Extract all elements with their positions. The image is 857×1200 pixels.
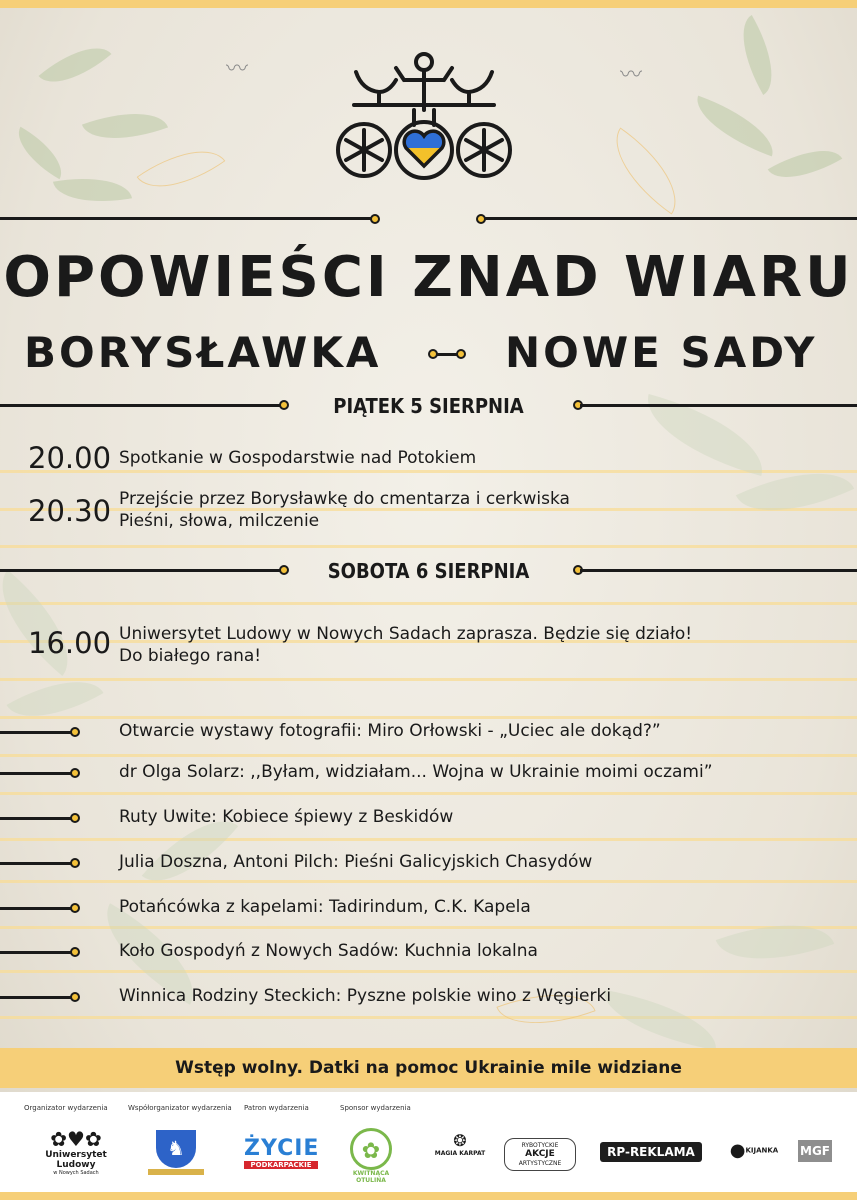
list-item: dr Olga Solarz: ,,Byłam, widziałam... Wojna w Ukrainie moimi oczami” [119, 762, 713, 782]
rp-reklama-logo: RP-REKLAMA [600, 1142, 702, 1162]
list-item: Winnica Rodziny Steckich: Pyszne polskie wino z Węgierki [119, 986, 612, 1006]
list-bullet-dot [70, 992, 80, 1002]
list-bullet-dot [70, 768, 80, 778]
sponsors-strip [0, 1092, 857, 1200]
divider-dot [476, 214, 486, 224]
folk-heart-logo-icon [334, 50, 514, 180]
list-item: Potańcówka z kapelami: Tadirindum, C.K. Kapela [119, 897, 531, 917]
list-bullet-dot [70, 727, 80, 737]
role-label: Sponsor wydarzenia [340, 1104, 411, 1112]
list-bullet-line [0, 731, 76, 734]
horse-icon: ♞ [156, 1130, 196, 1168]
sponsor-name: RYBOTYCKIE [521, 1142, 559, 1149]
title-place-right: NOWE SADY [505, 328, 818, 377]
event-line: Pieśni, słowa, milczenie [119, 511, 320, 531]
list-item: Otwarcie wystawy fotografii: Miro Orłowski - „Uciec ale dokąd?” [119, 721, 661, 741]
leaf-decoration [7, 660, 104, 738]
list-bullet-line [0, 996, 76, 999]
divider-line [580, 404, 857, 407]
list-bullet-dot [70, 813, 80, 823]
bg-stripe [0, 838, 857, 841]
sponsor-name: ŻYCIE [244, 1136, 320, 1161]
event-line: Spotkanie w Gospodarstwie nad Potokiem [119, 448, 477, 468]
day1-label: PIĄTEK 5 SIERPNIA [333, 394, 524, 418]
list-bullet-line [0, 951, 76, 954]
list-bullet-line [0, 772, 76, 775]
leaf-decoration [597, 990, 722, 1050]
leaf-decoration [8, 127, 73, 180]
free-entry-banner: Wstęp wolny. Datki na pomoc Ukrainie mile widziane [0, 1048, 857, 1088]
event-time: 20.30 [28, 494, 112, 528]
leaf-decoration [53, 169, 132, 212]
divider-line [0, 217, 372, 220]
magia-karpat-logo [434, 1132, 486, 1157]
list-item: Julia Doszna, Antoni Pilch: Pieśni Galicyjskich Chasydów [119, 852, 593, 872]
event-description [119, 623, 692, 667]
sponsor-subname: PODKARPACKIE [244, 1161, 318, 1169]
sponsor-name: KWITNĄCA OTULINA [352, 1170, 390, 1184]
sponsor-name: KIJANKA [745, 1146, 779, 1155]
role-label: Organizator wydarzenia [24, 1104, 108, 1112]
connector-dot [456, 349, 466, 359]
leaf-decoration [768, 134, 843, 193]
coat-of-arms-logo [148, 1130, 204, 1174]
bird-icon: 〰 [226, 57, 249, 82]
sponsor-subname: w Nowych Sadach [53, 1170, 99, 1176]
event-line: Przejście przez Borysławkę do cmentarza i cerkwiska [119, 489, 570, 509]
sponsor-name: ARTYSTYCZNE [518, 1160, 562, 1167]
leaf-outline-decoration [596, 127, 695, 214]
event-line: Do białego rana! [119, 646, 262, 666]
divider-line [580, 569, 857, 572]
role-label: Patron wydarzenia [244, 1104, 309, 1112]
leaf-decoration [726, 15, 789, 95]
list-bullet-line [0, 862, 76, 865]
event-description [119, 488, 570, 532]
main-title: OPOWIEŚCI ZNAD WIARU [3, 245, 854, 310]
bg-stripe [0, 1016, 857, 1019]
bg-stripe [0, 880, 857, 883]
list-item: Ruty Uwite: Kobiece śpiewy z Beskidów [119, 807, 454, 827]
bg-stripe [0, 970, 857, 973]
bg-stripe [0, 716, 857, 719]
leaf-outline-decoration [137, 130, 226, 208]
leaf-decoration [82, 97, 168, 154]
ribbon-icon [148, 1169, 204, 1175]
event-time: 16.00 [28, 626, 112, 660]
flower-icon: ✿ [350, 1128, 392, 1170]
list-bullet-dot [70, 858, 80, 868]
leaf-decoration [39, 31, 112, 99]
sponsor-name: MAGIA KARPAT [434, 1150, 486, 1157]
top-accent-bar [0, 0, 857, 8]
sponsor-name: Uniwersytet Ludowy [45, 1150, 107, 1170]
bottom-accent-bar [0, 1192, 857, 1200]
event-line: Uniwersytet Ludowy w Nowych Sadach zaprasza. Będzie się działo! [119, 624, 693, 644]
bg-stripe [0, 470, 857, 473]
kijanka-logo [726, 1140, 782, 1161]
folk-heart-icon: ✿♥✿ [50, 1127, 102, 1151]
bg-stripe [0, 545, 857, 548]
role-label: Współorganizator wydarzenia [128, 1104, 232, 1112]
bird-icon: 〰 [620, 63, 643, 88]
list-bullet-line [0, 907, 76, 910]
tadpole-icon: ● [729, 1140, 746, 1161]
list-bullet-dot [70, 947, 80, 957]
bg-stripe [0, 792, 857, 795]
kwitnaca-otulina-logo [346, 1128, 396, 1184]
day2-label: SOBOTA 6 SIERPNIA [327, 559, 530, 583]
list-bullet-line [0, 817, 76, 820]
leaf-decoration [0, 570, 92, 676]
divider-dot [370, 214, 380, 224]
connector-line [437, 353, 457, 356]
divider-line [484, 217, 857, 220]
sponsor-name: AKCJE [525, 1149, 555, 1159]
uniwersytet-ludowy-logo [36, 1128, 116, 1176]
list-bullet-dot [70, 903, 80, 913]
zycie-podkarpackie-logo [244, 1136, 318, 1169]
rybotyckie-akcje-logo [504, 1138, 576, 1171]
list-item: Koło Gospodyń z Nowych Sadów: Kuchnia lokalna [119, 941, 538, 961]
bg-stripe [0, 602, 857, 605]
leaf-decoration [687, 96, 783, 157]
bg-stripe [0, 754, 857, 757]
title-place-left: BORYSŁAWKA [24, 328, 382, 377]
bg-stripe [0, 678, 857, 681]
event-time: 20.00 [28, 441, 112, 475]
ornament-icon: ❂ [453, 1131, 467, 1150]
event-description [119, 447, 476, 469]
mgf-logo: MGF [798, 1140, 832, 1162]
